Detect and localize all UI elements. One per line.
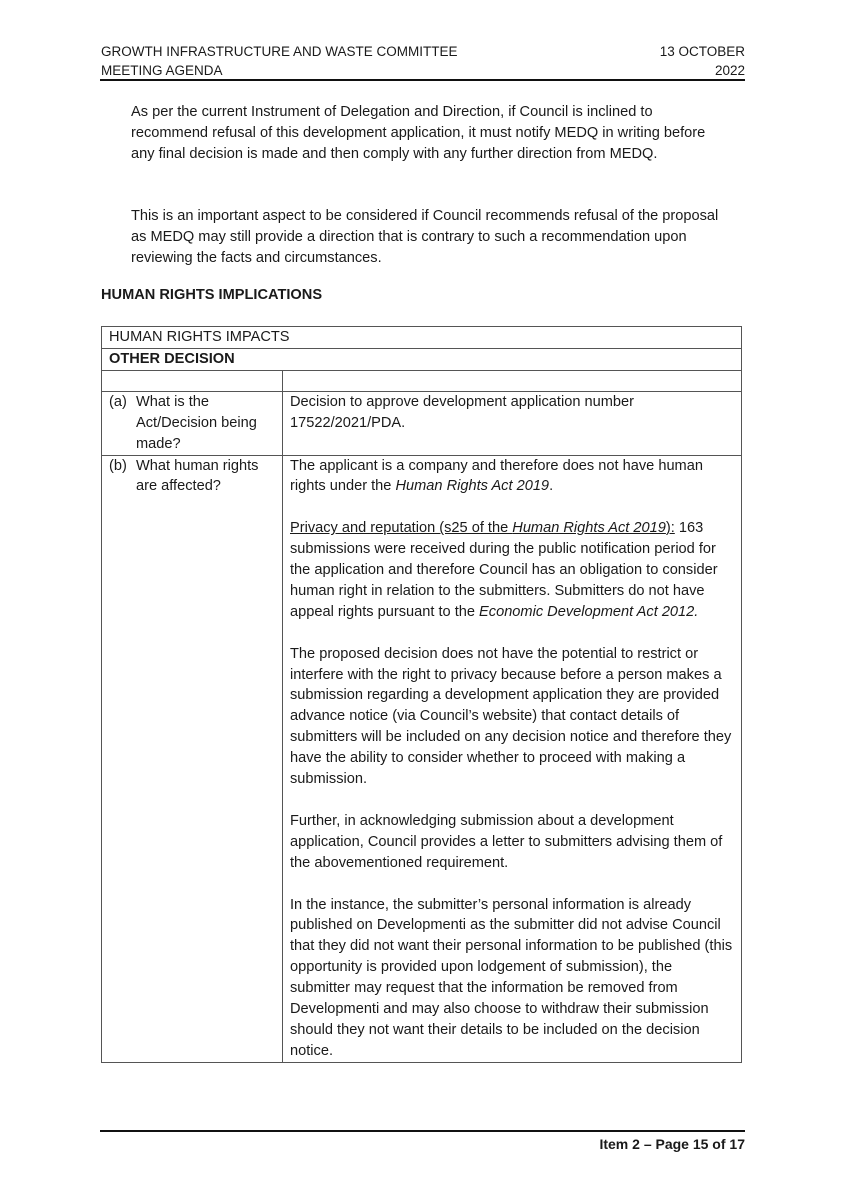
paragraph-refusal-aspect: This is an important aspect to be considered if Council recommends refusal of the proposal as MEDQ may still provide a direction that is contrary to such a recommendation upon reviewing the facts and circumstances.: [131, 208, 719, 266]
paragraph-delegation: As per the current Instrument of Delegation and Direction, if Council is inclined to recommend refusal of this development application, it must notify MEDQ in writing before any final decision is made and then comply with any further direction from MEDQ.: [131, 104, 706, 162]
header-date-year: 2022: [714, 63, 745, 78]
answer-cell: [283, 455, 742, 1062]
header-date: [545, 42, 745, 80]
answer-paragraph: Further, in acknowledging submission about a development application, Council provides a letter to submitters advising them of the abovementioned requirement.: [290, 812, 723, 871]
human-rights-table: [101, 326, 742, 1063]
table-title-row: [102, 327, 742, 349]
header-divider: [100, 79, 745, 81]
table-title: HUMAN RIGHTS IMPACTS: [102, 327, 742, 349]
question-text: What is the Act/Decision being made?: [136, 393, 257, 452]
question-cell: [102, 391, 283, 455]
act-title: Economic Development Act 2012.: [479, 603, 699, 620]
header-committee-name: GROWTH INFRASTRUCTURE AND WASTE COMMITTEE: [101, 44, 458, 59]
answer-text: 163 submissions were received during the public notification period for the application and therefore Council has an obligation to consider human right in relation to the submitters. Submitters do not have appeal rights pursuant to the: [290, 520, 718, 620]
subheading-text: Privacy and reputation (s25 of the: [290, 520, 513, 537]
act-title: Human Rights Act 2019: [512, 520, 666, 537]
table-row: [102, 391, 742, 455]
table-subtitle-row: [102, 348, 742, 370]
page-footer: Item 2 – Page 15 of 17: [599, 1136, 745, 1152]
answer-text: Decision to approve development application number 17522/2021/PDA.: [290, 393, 634, 431]
row-label: (b): [109, 457, 127, 474]
answer-cell: [283, 391, 742, 455]
answer-paragraph: [290, 518, 734, 623]
answer-paragraph: [290, 456, 734, 498]
table-subtitle: OTHER DECISION: [102, 348, 742, 370]
table-row: [102, 455, 742, 1062]
header-document-type: MEETING AGENDA: [101, 63, 223, 78]
question-cell: [102, 455, 283, 1062]
header-date-month: 13 OCTOBER: [659, 44, 745, 59]
subheading-text: ):: [665, 520, 675, 537]
privacy-subheading: [290, 520, 675, 536]
answer-text: The applicant is a company and therefore does not have human rights under the: [290, 457, 703, 495]
question-text: What human rights are affected?: [136, 457, 259, 495]
footer-divider: [100, 1130, 745, 1132]
header-committee: [101, 42, 561, 80]
empty-cell: [283, 370, 742, 391]
table-empty-row: [102, 370, 742, 391]
empty-cell: [102, 370, 283, 391]
answer-text: .: [549, 478, 554, 495]
section-heading: HUMAN RIGHTS IMPLICATIONS: [101, 287, 323, 303]
row-label: (a): [109, 393, 127, 410]
answer-paragraph: In the instance, the submitter’s personal information is already published on Developmenti as the submitter did not advise Council that they did not want their personal information to be published (this opportunity is provided upon lodgement of submission), the submitter may request that the information be removed from Developmenti and may also choose to withdraw their submission should they not want their details to be included on the decision notice.: [290, 896, 733, 1059]
answer-paragraph: The proposed decision does not have the potential to restrict or interfere with the right to privacy because before a person makes a submission regarding a development application they are provided advance notice (via Council’s website) that contact details of submitters will be included on any decision notice and therefore they have the ability to consider whether to proceed with making a submission.: [290, 645, 732, 788]
act-title: Human Rights Act 2019: [395, 478, 550, 495]
